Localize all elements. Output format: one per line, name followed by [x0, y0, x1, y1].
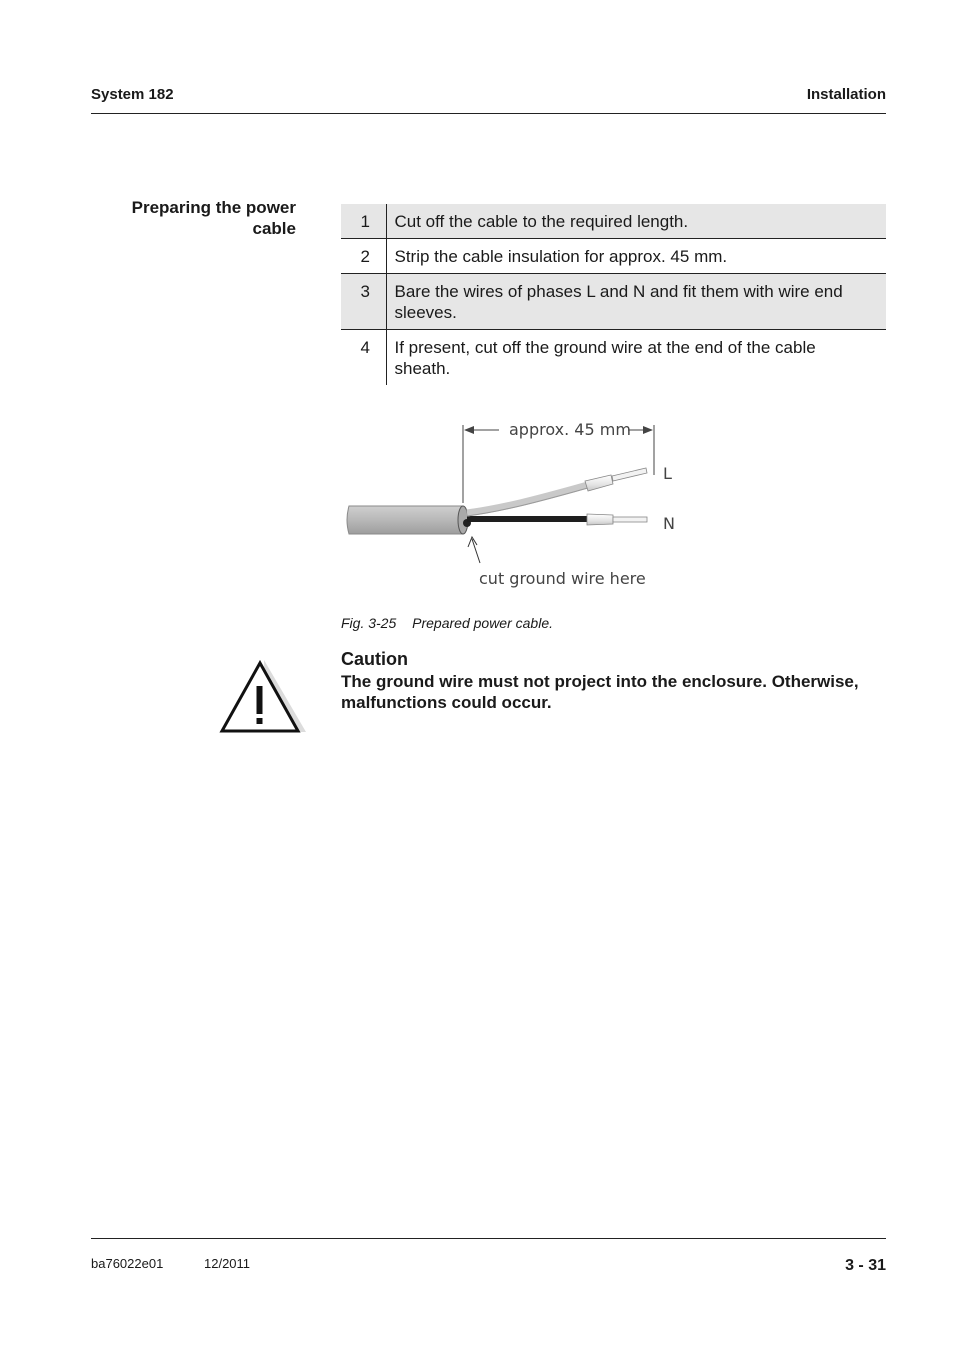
wire-n-pin [613, 517, 647, 522]
power-cable-figure [341, 415, 701, 595]
step-number: 2 [341, 239, 386, 274]
wire-l-label: L [663, 464, 672, 483]
step-row [341, 330, 886, 386]
ground-wire-label: cut ground wire here [479, 569, 646, 588]
wire-n-sleeve [587, 514, 613, 525]
dimension-arrow-left-icon [464, 426, 474, 434]
wire-l-pin [612, 468, 647, 481]
steps-table [341, 204, 886, 385]
wire-n [467, 516, 589, 522]
step-row [341, 274, 886, 330]
caution-text: The ground wire must not project into the enclosure. Otherwise, malfunctions could occur. [341, 672, 859, 712]
step-number: 4 [341, 330, 386, 386]
footer-document-id: ba76022e01 [91, 1256, 164, 1271]
dimension-arrow-right-icon [643, 426, 653, 434]
wire-l-sleeve [585, 475, 613, 491]
step-row [341, 204, 886, 239]
figure-caption [341, 615, 553, 631]
header-rule [91, 113, 886, 114]
figure-caption-text: Prepared power cable. [412, 615, 554, 631]
step-text: Strip the cable insulation for approx. 45 mm. [394, 247, 728, 266]
step-text: Bare the wires of phases L and N and fit them with wire end sleeves. [386, 274, 886, 330]
step-text: If present, cut off the ground wire at the end of the cable sheath. [394, 338, 816, 378]
step-number: 1 [341, 204, 386, 239]
warning-triangle-icon [218, 654, 308, 736]
cable-sheath [347, 506, 463, 534]
dimension-label: approx. 45 mm [509, 420, 631, 439]
section-heading: Preparing the power cable [131, 198, 296, 238]
step-row [341, 239, 886, 274]
wire-n-label: N [663, 514, 675, 533]
footer-date: 12/2011 [204, 1256, 251, 1271]
caution-title: Caution [341, 649, 408, 669]
footer-rule [91, 1238, 886, 1239]
figure-number: Fig. 3-25 [341, 615, 397, 631]
step-number: 3 [341, 274, 386, 330]
power-cable-illustration [341, 415, 701, 595]
header-product-title: System 182 [91, 86, 174, 103]
step-text: Cut off the cable to the required length. [386, 204, 886, 239]
page-number: 3 - 31 [845, 1257, 886, 1274]
header-chapter-title: Installation [806, 86, 886, 103]
wire-l [467, 485, 588, 513]
